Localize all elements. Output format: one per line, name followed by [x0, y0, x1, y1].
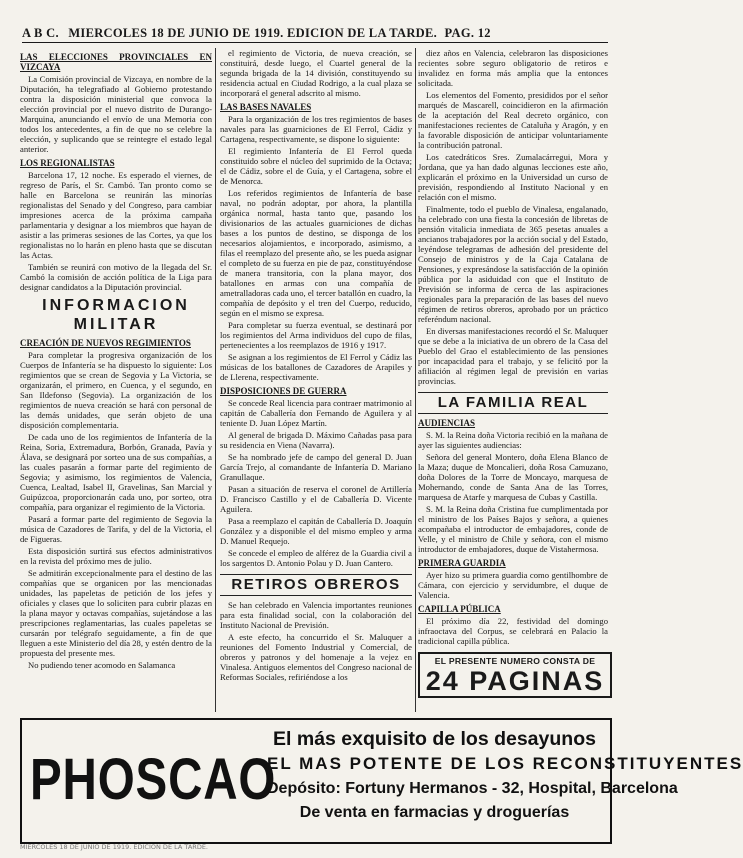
ad-line-1: El más exquisito de los desayunos [273, 728, 596, 750]
paragraph: Los referidos regimientos de Infantería de base naval, no podrán adoptar, por ahora, la plantilla orgánica normal, hasta tanto que, pasando los divisionarios de las actuales guarniciones de dichas bases a los puntos de destino, se disponga de los necesarios alojamientos, e incorporado, asimismo, a filas el reemplazo del presente año, se les pueda asignar el completo de su fuerza en pie de paz, constituyéndose de manera transitoria, con la plana mayor, dos batallones en armas con una compañía de ametralladoras cada uno, el tercer batallón en cuadro, la compañía de depósito y el tren del Cuerpo, reducido, según en el mismo se expresa. [220, 188, 412, 318]
heading-elecciones: LAS ELECCIONES PROVINCIALES EN VIZCAYA [20, 52, 212, 72]
ad-line-4: De venta en farmacias y droguerías [299, 804, 570, 821]
heading-primera-guardia: PRIMERA GUARDIA [418, 558, 506, 568]
paragraph: Se han celebrado en Valencia importantes reuniones para esta finalidad social, con la colaboración del Instituto Nacional de Previsión. [220, 600, 412, 630]
paragraph: Se concede el empleo de alférez de la Guardia civil a los sargentos D. Antonio Polau y D. Juan Cantero. [220, 548, 412, 568]
heading-audiencias: AUDIENCIAS [418, 418, 476, 428]
paragraph: Al general de brigada D. Máximo Cañadas pasa para su residencia en Viena (Navarra). [220, 430, 412, 450]
paragraph: Esta disposición surtirá sus efectos administrativos en la revista del próximo mes de julio. [20, 546, 212, 566]
header-center: MIERCOLES 18 DE JUNIO DE 1919. EDICION DE LA TARDE. [68, 26, 438, 40]
column-2 [220, 48, 412, 712]
paragraph: Para completar su fuerza eventual, se destinará por los regimientos del Arma individuos del cupo de filas, pertenecientes a los reemplazos de 1916 y 1917. [220, 320, 412, 350]
page-header [22, 24, 608, 43]
paragraph: S. M. la Reina doña Cristina fue cumplimentada por el ministro de los Países Bajos y señora, a quienes acompañaba el introductor de embajadores, conde de Velle, y el ministro de Chile y señora, con el mismo introductor de embajadores, duque de Vistahermosa. [418, 504, 608, 554]
paragraph: Se ha nombrado jefe de campo del general D. Juan García Trejo, al comandante de Infantería D. Mariano Granullaque. [220, 452, 412, 482]
column-3 [418, 48, 608, 648]
paragraph: el regimiento de Victoria, de nueva creación, se constituirá, desde luego, el Cuartel general de la segunda brigada de la 14 división, constituyendo su residencia actual en Ciudad Rodrigo, a la cual plaza se incorporará el general adscrito al mismo. [220, 48, 412, 98]
paragraph: En diversas manifestaciones recordó el Sr. Maluquer que se debe a la iniciativa de un obrero de la Casa del Pueblo del Grao el establecimiento de las pensiones por incapacidad para el trabajo, y se felicitó por la afiliación al régimen legal de previsión en varias provincias. [418, 326, 608, 386]
heading-bases-navales: LAS BASES NAVALES [220, 102, 312, 112]
section-title-retiros-obreros: RETIROS OBREROS [220, 574, 412, 596]
phoscao-advertisement [20, 718, 743, 844]
paragraph: De cada uno de los regimientos de Infantería de la Reina, Soria, Extremadura, Borbón, Granada, Pavía y Álava, se designará por sorteo una de sus compañías, a las cuales pasarán a formar parte del regimiento de Segovia; y asimismo, los regimientos de Valencia, Cuenca, Lealtad, Isabel II, Gravelinas, San Marcial y Guipúzcoa, proporcionarán cada uno, por sorteo, otra compañía, para organizar el regimiento de la Victoria. [20, 432, 212, 512]
paragraph: Para la organización de los tres regimientos de bases navales para las guarniciones de El Ferrol, Cádiz y Cartagena, respectivamente, se dispone lo siguiente: [220, 114, 412, 144]
paragraph: Los catedráticos Sres. Zumalacárregui, Mora y Jordana, que ya han dado algunas lecciones este año, explicarán el próximo en la Universidad un curso de previsión, respondiendo al Instituto Nacional y en relación con el mismo. [418, 152, 608, 202]
banner-line-1: EL PRESENTE NUMERO CONSTA DE [434, 656, 596, 666]
paragraph: Para completar la progresiva organización de los Cuerpos de Infantería se ha dispuesto lo siguiente: Los regimientos que se crean de Segovia y La Victoria, se organizarán, el primero, en Cuenca, y el segundo, en San Ildefonso (Segovia). La organización de los regimientos de nueva creación se hará con personal de las demás unidades, que serán objeto de una disposición complementaria. [20, 350, 212, 430]
header-right: PAG. 12 [444, 26, 491, 40]
column-1 [20, 48, 212, 712]
paragraph: Pasan a situación de reserva el coronel de Artillería D. Francisco Castillo y el de Caballería D. Vicente Aguilera. [220, 484, 412, 514]
paragraph: Se asignan a los regimientos de El Ferrol y Cádiz las músicas de los batallones de Cazadores de Arapiles y de Llerena, respectivamente. [220, 352, 412, 382]
heading-capilla-publica: CAPILLA PÚBLICA [418, 604, 501, 614]
header-left: A B C. [22, 26, 59, 40]
column-divider [415, 48, 416, 712]
paragraph: El próximo día 22, festividad del domingo infraoctava del Corpus, se celebrará en Palacio la tradicional capilla pública. [418, 616, 608, 646]
paragraph: Pasa a reemplazo el capitán de Caballería D. Joaquín González y a disponible el del mismo empleo y arma D. Manuel Requejo. [220, 516, 412, 546]
paragraph: Los elementos del Fomento, presididos por el señor marqués de Mascarell, coincidieron en la afirmación de la aceptación del Real decreto orgánico, con manifestaciones recientes de Cataluña y Aragón, y en la favorable disposición de anticipar voluntariamente la contribución patronal. [418, 90, 608, 150]
paragraph: Se concede Real licencia para contraer matrimonio al capitán de Caballería don Fernando de Aguilera y al teniente D. Juan López Martín. [220, 398, 412, 428]
paragraph: Finalmente, todo el pueblo de Vinalesa, engalanado, ha celebrado con una fiesta la concesión de libretas de pensión vitalicia inmediata de 365 pesetas anuales a ancianos trabajadores por la acción social y del Estado, leyéndose telegramas de adhesión del presidente del Consejo de ministros y de la Caja Catalana de Pensiones, y expresándose la satisfacción de la opinión pública por la asiduidad con que el Instituto de Previsión se informa de cerca de las aspiraciones regionales para la preparación de las bases del nuevo régimen de retiros obreros, aprobado por un práctico referéndum nacional. [418, 204, 608, 324]
ad-line-2: EL MAS POTENTE DE LOS RECONSTITUYENTES [267, 754, 743, 773]
ad-copy [267, 726, 743, 825]
paragraph: Ayer hizo su primera guardia como gentilhombre de Cámara, con ejercicio y servidumbre, el duque de Valencia. [418, 570, 608, 600]
paragraph: Barcelona 17, 12 noche. Es esperado el viernes, de regreso de París, el Sr. Cambó. Tan pronto como se halle en Barcelona se reunirán las minorías regionalistas del Senado y del Congreso, para cambiar impresiones acerca de la próxima campaña parlamentaria y designar a los miembros que hayan de asistir a las primeras sesiones de las Cortes, ya que los regionalistas no lo harán en pleno hasta que se discutan las Actas. [20, 170, 212, 260]
column-divider [215, 48, 216, 712]
paragraph: diez años en Valencia, celebraron las disposiciones recientes sobre seguro obligatorio de retiros e invalidez en forma más amplia que la entonces solicitada. [418, 48, 608, 88]
paragraph: S. M. la Reina doña Victoria recibió en la mañana de ayer las siguientes audiencias: [418, 430, 608, 450]
page-count-banner [418, 652, 612, 698]
paragraph: Se admitirán excepcionalmente para el destino de las compañías que se organicen por las mencionadas unidades, las papeletas de petición de los jefes y oficiales y clases que lo soliciten para cubrir plazas en la plana mayor y octavas compañías, sujetándose a las prescripciones reglamentarias, las cuales papeletas se cursarán por telégrafo seguidamente, a fin de que lleguen a este Ministerio del día 28, y estén dentro de la propuesta del presente mes. [20, 568, 212, 658]
ad-brand-logo: PHOSCAO [30, 747, 277, 812]
paragraph: También se reunirá con motivo de la llegada del Sr. Cambó la comisión de acción política de la Liga para designar candidatos a la Diputación provincial. [20, 262, 212, 292]
paragraph: El regimiento Infantería de El Ferrol queda constituido sobre el núcleo del suprimido de la Octava; el de Cádiz, sobre el de Guía, y el Cartagena, sobre el de Menorca. [220, 146, 412, 186]
page-footer: MIERCOLES 18 DE JUNIO DE 1919. EDICION DE LA TARDE. [20, 843, 209, 851]
heading-disposiciones: DISPOSICIONES DE GUERRA [220, 386, 347, 396]
paragraph: No pudiendo tener acomodo en Salamanca [28, 660, 176, 670]
heading-regionalistas: LOS REGIONALISTAS [20, 158, 115, 168]
paragraph: Pasará a formar parte del regimiento de Segovia la música de Cazadores de Tarifa, y del de la Victoria, el de Figueras. [20, 514, 212, 544]
section-title-familia-real: LA FAMILIA REAL [418, 392, 608, 414]
paragraph: Señora del general Montero, doña Elena Blanco de la Maza; duque de Moncalieri, doña Rosa Camuzano, doña Dolores de la Torre de Moncayo, marquesa de Mohernando, conde de Santa Ana de las Torres, marquesa de Atarfe y marquesa de Cubas y Castilla. [418, 452, 608, 502]
banner-line-2: 24 PAGINAS [425, 666, 605, 696]
heading-nuevos-regimientos: CREACIÓN DE NUEVOS REGIMIENTOS [20, 338, 191, 348]
paragraph: A este efecto, ha concurrido el Sr. Maluquer a reuniones del Fomento Industrial y Comercial, de obreros y patronos y del homenaje a la vejez en Vinalesa. Antiguos elementos del Congreso nacional de Reformas Sociales, refiriéndose a los [220, 632, 412, 682]
paragraph: La Comisión provincial de Vizcaya, en nombre de la Diputación, ha telegrafiado al Gobierno protestando contra la disposición ministerial que convoca la elección provincial por el nuevo distrito de Durango-Marquina, anunciando el envío de una Memoria con todos los antecedentes, a fin de que no se celebre la elección, y suplicando que se reintegre el estado legal anterior. [20, 74, 212, 154]
ad-line-3: Depósito: Fortuny Hermanos - 32, Hospital, Barcelona [267, 780, 678, 797]
section-title-informacion-militar: INFORMACION MILITAR [42, 297, 190, 333]
